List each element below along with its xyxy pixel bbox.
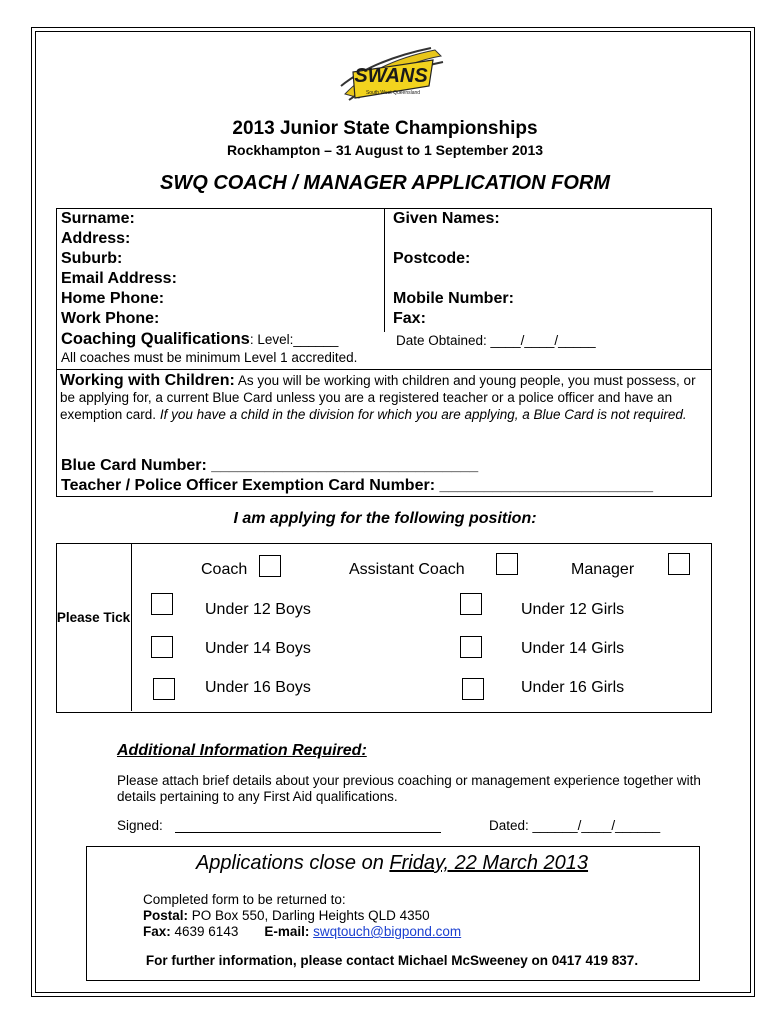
logo-subtext: South West Queensland	[365, 90, 421, 96]
role-assistant-coach-label: Assistant Coach	[349, 561, 465, 578]
surname-field[interactable]: Surname:	[61, 210, 135, 227]
given-names-field[interactable]: Given Names:	[393, 210, 500, 227]
page-title: 2013 Junior State Championships	[232, 118, 538, 139]
u16-boys-checkbox[interactable]	[153, 678, 175, 700]
dated-field[interactable]: Dated: ______/____/______	[489, 818, 661, 833]
fax-label: Fax:	[143, 924, 171, 939]
role-manager-label: Manager	[571, 561, 635, 578]
suburb-field[interactable]: Suburb:	[61, 250, 123, 267]
please-tick-label: Please Tick	[56, 610, 131, 625]
blue-card-number-field[interactable]: Blue Card Number: ______________________________	[61, 457, 479, 474]
exemption-card-field[interactable]: Teacher / Police Officer Exemption Card Number: ________________________	[61, 477, 654, 494]
postal-line	[143, 908, 461, 924]
u14-girls-label: Under 14 Girls	[521, 640, 625, 657]
further-info-text: For further information, please contact Michael McSweeney on 0417 419 837.	[145, 953, 639, 968]
fax-field[interactable]: Fax:	[393, 310, 426, 327]
additional-info-text: Please attach brief details about your previous coaching or management experience together with details pertaining to any First Aid qualifications.	[117, 773, 701, 804]
address-field[interactable]: Address:	[61, 230, 131, 247]
mobile-field[interactable]: Mobile Number:	[393, 290, 514, 307]
coaching-level: : Level:______	[249, 332, 339, 347]
role-coach-label: Coach	[201, 561, 248, 578]
u14-girls-checkbox[interactable]	[460, 636, 482, 658]
applications-close-heading	[86, 852, 698, 875]
work-phone-field[interactable]: Work Phone:	[61, 310, 160, 327]
return-label: Completed form to be returned to:	[143, 892, 346, 907]
u12-girls-label: Under 12 Girls	[521, 601, 625, 618]
email-label: E-mail:	[264, 924, 310, 939]
date-obtained-field[interactable]: Date Obtained: ____/____/_____	[396, 333, 596, 348]
position-heading: I am applying for the following position:	[233, 510, 537, 527]
coaching-label: Coaching Qualifications	[61, 330, 250, 348]
form-title: SWQ COACH / MANAGER APPLICATION FORM	[160, 172, 610, 194]
postal-address: PO Box 550, Darling Heights QLD 4350	[188, 908, 430, 923]
details-column-divider	[384, 208, 385, 332]
coaching-qualifications-row[interactable]	[61, 330, 338, 349]
home-phone-field[interactable]: Home Phone:	[61, 290, 165, 307]
close-date: Friday, 22 March 2013	[389, 852, 589, 874]
coach-checkbox[interactable]	[259, 555, 281, 577]
return-details	[143, 892, 461, 940]
u12-girls-checkbox[interactable]	[460, 593, 482, 615]
email-link[interactable]: swqtouch@bigpond.com	[313, 924, 462, 939]
logo-text: SWANS	[354, 65, 428, 87]
fax-email-line	[143, 924, 461, 940]
position-divider	[131, 543, 132, 711]
event-subtitle: Rockhampton – 31 August to 1 September 2013	[226, 142, 544, 158]
close-prefix: Applications close on	[195, 852, 390, 874]
u12-boys-label: Under 12 Boys	[205, 601, 311, 618]
wwc-body: As you will be working with children and young people, you must possess, or be applying for, a current Blue Card unless you are a registered teacher or a police officer and have an exemption card.	[60, 373, 696, 422]
accreditation-note: All coaches must be minimum Level 1 accredited.	[61, 350, 358, 365]
fax-number: 4639 6143	[170, 924, 239, 939]
u16-girls-checkbox[interactable]	[462, 678, 484, 700]
u14-boys-label: Under 14 Boys	[205, 640, 311, 657]
manager-checkbox[interactable]	[668, 553, 690, 575]
additional-info-heading: Additional Information Required:	[117, 742, 367, 759]
working-with-children-text	[60, 372, 700, 423]
wwc-heading: Working with Children:	[60, 372, 235, 389]
assistant-coach-checkbox[interactable]	[496, 553, 518, 575]
signed-label: Signed:	[117, 818, 163, 833]
postcode-field[interactable]: Postcode:	[393, 250, 471, 267]
postal-label: Postal:	[143, 908, 189, 923]
email-field[interactable]: Email Address:	[61, 270, 177, 287]
swans-logo	[335, 42, 447, 108]
wwc-italic-note: If you have a child in the division for which you are applying, a Blue Card is not required.	[159, 407, 687, 422]
u12-boys-checkbox[interactable]	[151, 593, 173, 615]
u16-girls-label: Under 16 Girls	[521, 679, 625, 696]
signature-line[interactable]	[175, 832, 441, 833]
u14-boys-checkbox[interactable]	[151, 636, 173, 658]
u16-boys-label: Under 16 Boys	[205, 679, 311, 696]
